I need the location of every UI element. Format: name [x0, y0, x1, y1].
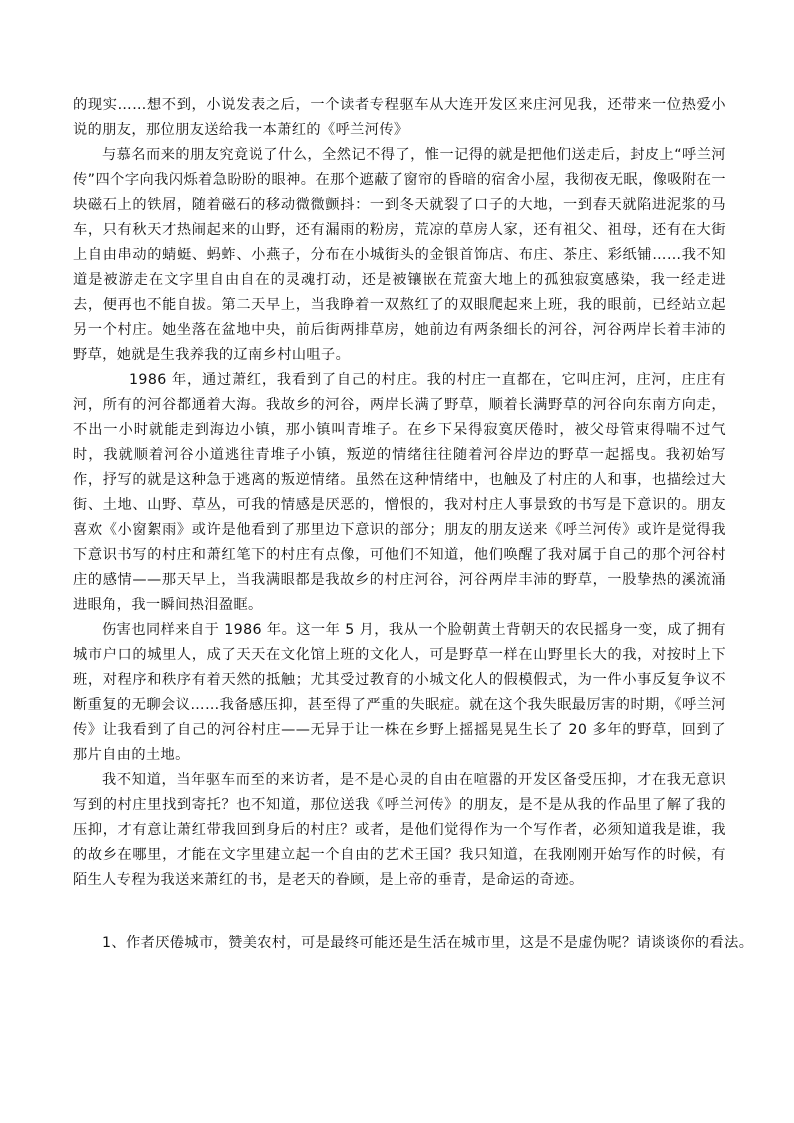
document-page [73, 93, 754, 956]
paragraph-2: 与慕名而来的朋友究竟说了什么，全然记不得了，惟一记得的就是把他们送走后，封皮上“呼兰河传”四个字向我闪烁着急盼盼的眼神。在那个遮蔽了窗帘的昏暗的宿舍小屋，我彻夜无眠，像吸附在一块磁石上的铁屑，随着磁石的移动微微颤抖：一到冬天就裂了口子的大地，一到春天就陷进泥浆的马车，只有秋天才热闹起来的山野，还有漏雨的粉房，荒凉的草房人家，还有祖父、祖母，还有在大街上自由串动的蜻蜓、蚂蚱、小燕子，分布在小城街头的金银首饰店、布庄、茶庄、彩纸铺……我不知道是被游走在文字里自由自在的灵魂打动，还是被镶嵌在荒蛮大地上的孤独寂寞感染，我一经走进去，便再也不能自拔。第二天早上，当我睁着一双熬红了的双眼爬起来上班，我的眼前，已经站立起另一个村庄。她坐落在盆地中央，前后街两排草房，她前边有两条细长的河谷，河谷两岸长着丰沛的野草，她就是生我养我的辽南乡村山咀子。 [73, 147, 726, 363]
paragraph-1: 的现实……想不到，小说发表之后，一个读者专程驱车从大连开发区来庄河见我，还带来一位热爱小说的朋友，那位朋友送给我一本萧红的《呼兰河传》 [73, 97, 726, 138]
question-1: 1、作者厌倦城市，赞美农村，可是最终可能还是生活在城市里，这是不是虚伪呢？请谈谈你的看法。 [102, 935, 754, 951]
paragraph-4: 伤害也同样来自于 1986 年。这一年 5 月，我从一个脸朝黄土背朝天的农民摇身一变，成了拥有城市户口的城里人，成了天天在文化馆上班的文化人，可是野草一样在山野里长大的我，对按时上下班，对程序和秩序有着天然的抵触；尤其受过教育的小城文化人的假模假式，为一件小事反复争议不断重复的无聊会议……我备感压抑，甚至得了严重的失眠症。就在这个我失眠最厉害的时期，《呼兰河传》让我看到了自己的河谷村庄——无异于让一株在乡野上摇摇晃晃生长了 20 多年的野草，回到了那片自由的土地。 [73, 622, 726, 763]
paragraph-5: 我不知道，当年驱车而至的来访者，是不是心灵的自由在喧嚣的开发区备受压抑，才在我无意识写到的村庄里找到寄托？也不知道，那位送我《呼兰河传》的朋友，是不是从我的作品里了解了我的压抑，才有意让萧红带我回到身后的村庄？或者，是他们觉得作为一个写作者，必须知道我是谁，我的故乡在哪里，才能在文字里建立起一个自由的艺术王国？我只知道，在我刚刚开始写作的时候，有陌生人专程为我送来萧红的书，是老天的眷顾，是上帝的垂青，是命运的奇迹。 [73, 772, 726, 888]
paragraph-3: 1986 年，通过萧红，我看到了自己的村庄。我的村庄一直都在，它叫庄河，庄河，庄庄有河，所有的河谷都通着大海。我故乡的河谷，两岸长满了野草，顺着长满野草的河谷向东南方向走，不出一小时就能走到海边小镇，那小镇叫青堆子。在乡下呆得寂寞厌倦时，被父母管束得喘不过气时，我就顺着河谷小道逃往青堆子小镇，叛逆的情绪往往随着河谷岸边的野草一起摇曳。我初始写作，抒写的就是这种急于逃离的叛逆情绪。虽然在这种情绪中，也触及了村庄的人和事，也描绘过大街、土地、山野、草丛，可我的情感是厌恶的，憎恨的，我对村庄人事景致的书写是下意识的。朋友喜欢《小窗絮雨》或许是他看到了那里边下意识的部分；朋友的朋友送来《呼兰河传》或许是觉得我下意识书写的村庄和萧红笔下的村庄有点像，可他们不知道，他们唤醒了我对属于自己的那个河谷村庄的感情——那天早上，当我满眼都是我故乡的村庄河谷，河谷两岸丰沛的野草，一股挚热的溪流涌进眼角，我一瞬间热泪盈眶。 [73, 372, 726, 613]
